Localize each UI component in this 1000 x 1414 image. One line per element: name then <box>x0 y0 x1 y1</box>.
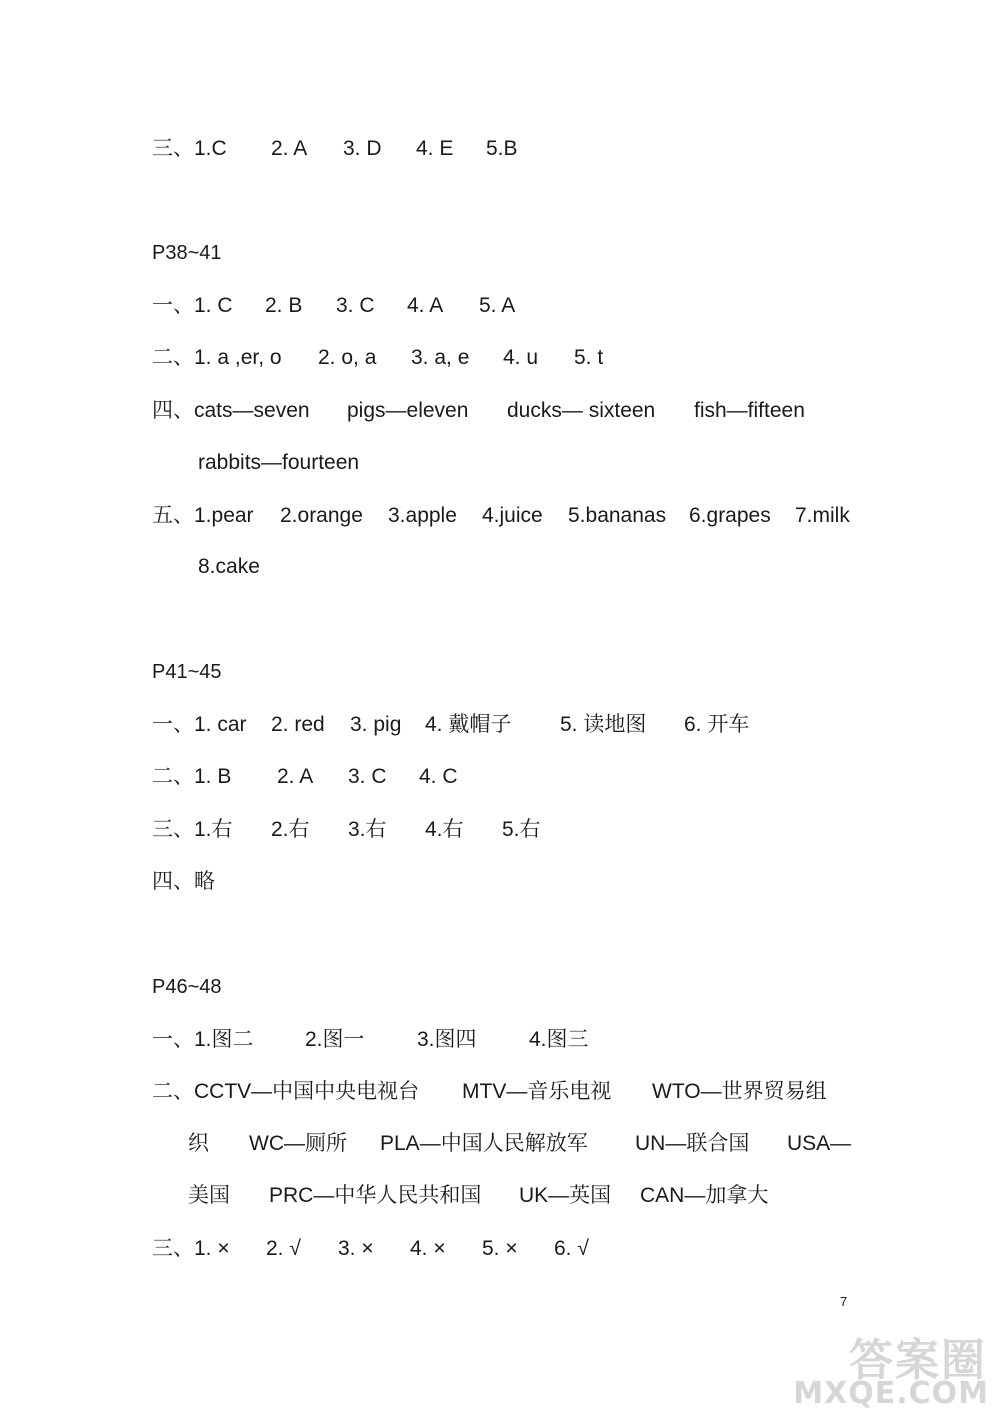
answer-item: 3. pig <box>350 713 402 736</box>
answer-item: 4.juice <box>482 504 543 527</box>
answer-item: 1. car <box>194 713 247 736</box>
answer-item: 5. t <box>574 346 604 369</box>
answer-item: 1.C <box>194 137 227 160</box>
answer-item: 4.图三 <box>529 1028 589 1051</box>
row-label: 二、 <box>152 346 194 369</box>
answer-item: 2. o, a <box>318 346 377 369</box>
answer-item: 4.右 <box>425 818 464 841</box>
answer-item: 7.milk <box>795 504 850 527</box>
row-label: 四、 <box>152 870 194 893</box>
section-heading-p46-48: P46~48 <box>152 976 222 998</box>
answer-row-p3841-q1 <box>152 291 515 321</box>
answer-item: 6. √ <box>554 1237 589 1260</box>
answer-item: 织 <box>188 1132 209 1155</box>
answer-item: 1.右 <box>194 818 233 841</box>
answer-item: 4. u <box>503 346 539 369</box>
answer-item: 1. C <box>194 294 233 317</box>
watermark-logo-text: 答案圈 <box>849 1335 987 1386</box>
answer-item: 3.apple <box>388 504 457 527</box>
answer-item: PRC—中华人民共和国 <box>269 1184 482 1207</box>
watermark-url: MXQE.COM <box>793 1376 989 1411</box>
row-label: 三、 <box>152 1237 194 1260</box>
answer-item: 4. 戴帽子 <box>425 713 512 736</box>
answer-item: CAN—加拿大 <box>640 1184 769 1207</box>
answer-item: 美国 <box>188 1184 230 1207</box>
answer-item: 2.orange <box>280 504 363 527</box>
answer-item: 1.pear <box>194 504 254 527</box>
row-label: 四、 <box>152 399 194 422</box>
row-label: 三、 <box>152 818 194 841</box>
answer-item: 3. C <box>336 294 375 317</box>
row-label: 五、 <box>152 504 194 527</box>
answer-item: PLA—中国人民解放军 <box>380 1132 588 1155</box>
answer-item: cats—seven <box>194 399 310 422</box>
row-label: 二、 <box>152 1080 194 1103</box>
answer-item: WC—厕所 <box>249 1132 347 1155</box>
answer-item: ducks— sixteen <box>507 399 656 422</box>
answer-row-s1 <box>152 134 518 164</box>
row-label: 二、 <box>152 765 194 788</box>
answer-row-continuation <box>188 1181 768 1211</box>
answer-row-continuation: rabbits—fourteen <box>198 451 360 474</box>
site-watermark <box>795 1318 995 1414</box>
answer-item: 1. × <box>194 1237 230 1260</box>
answer-item: 6. 开车 <box>684 713 750 736</box>
answer-item: MTV—音乐电视 <box>462 1080 612 1103</box>
answer-row-p3841-q2 <box>152 343 603 373</box>
row-label: 一、 <box>152 294 194 317</box>
page-number: 7 <box>840 1294 848 1309</box>
answer-row-p4145-q1 <box>152 710 749 740</box>
answer-item: 3. a, e <box>411 346 470 369</box>
answer-row-p3841-q5 <box>152 501 850 531</box>
answer-item: pigs—eleven <box>347 399 469 422</box>
answer-item: 4. E <box>416 137 454 160</box>
answer-row-p4648-q3 <box>152 1234 589 1264</box>
answer-row-p4145-q2 <box>152 762 458 792</box>
answer-item: 5.B <box>486 137 518 160</box>
answer-row-p4648-q2 <box>152 1077 827 1107</box>
answer-item: 3.图四 <box>417 1028 477 1051</box>
answer-item: 2. A <box>277 765 314 788</box>
answer-item: 5. 读地图 <box>560 713 647 736</box>
answer-item: 1. B <box>194 765 232 788</box>
answer-item: 3. × <box>338 1237 374 1260</box>
row-label: 一、 <box>152 1028 194 1051</box>
answer-row-p4145-q4 <box>152 867 215 897</box>
answer-item: 2.右 <box>271 818 310 841</box>
answer-item: 1.图二 <box>194 1028 254 1051</box>
answer-item: 4. C <box>419 765 458 788</box>
answer-item: 2. B <box>265 294 303 317</box>
answer-item: WTO—世界贸易组 <box>652 1080 827 1103</box>
answer-item: 5.bananas <box>568 504 667 527</box>
answer-item: 2. √ <box>266 1237 301 1260</box>
answer-row-continuation: 8.cake <box>198 555 260 578</box>
answer-item: 2. red <box>271 713 325 736</box>
answer-item: 5. × <box>482 1237 518 1260</box>
answer-item: 4. A <box>407 294 444 317</box>
answer-item: fish—fifteen <box>694 399 805 422</box>
answer-row-p4648-q1 <box>152 1025 589 1055</box>
answer-item: 2.图一 <box>305 1028 365 1051</box>
answer-item: 2. A <box>271 137 308 160</box>
answer-row-p4145-q3 <box>152 815 541 845</box>
answer-item: UK—英国 <box>519 1184 612 1207</box>
answer-item: UN—联合国 <box>635 1132 750 1155</box>
answer-item: 3. C <box>348 765 387 788</box>
answer-item: CCTV—中国中央电视台 <box>194 1080 420 1103</box>
section-heading-p38-41: P38~41 <box>152 242 222 264</box>
answer-item: 5.右 <box>502 818 541 841</box>
answer-row-p3841-q4 <box>152 396 805 426</box>
answer-row-continuation <box>188 1129 851 1159</box>
answer-item: 6.grapes <box>689 504 771 527</box>
answer-item: 1. a ,er, o <box>194 346 282 369</box>
section-heading-p41-45: P41~45 <box>152 661 222 683</box>
row-label: 一、 <box>152 713 194 736</box>
answer-item: 5. A <box>479 294 516 317</box>
answer-item: 3.右 <box>348 818 387 841</box>
answer-item: USA— <box>787 1132 852 1155</box>
row-label: 三、 <box>152 137 194 160</box>
answer-item: 3. D <box>343 137 382 160</box>
answer-item: 略 <box>194 870 215 893</box>
answer-item: 4. × <box>410 1237 446 1260</box>
